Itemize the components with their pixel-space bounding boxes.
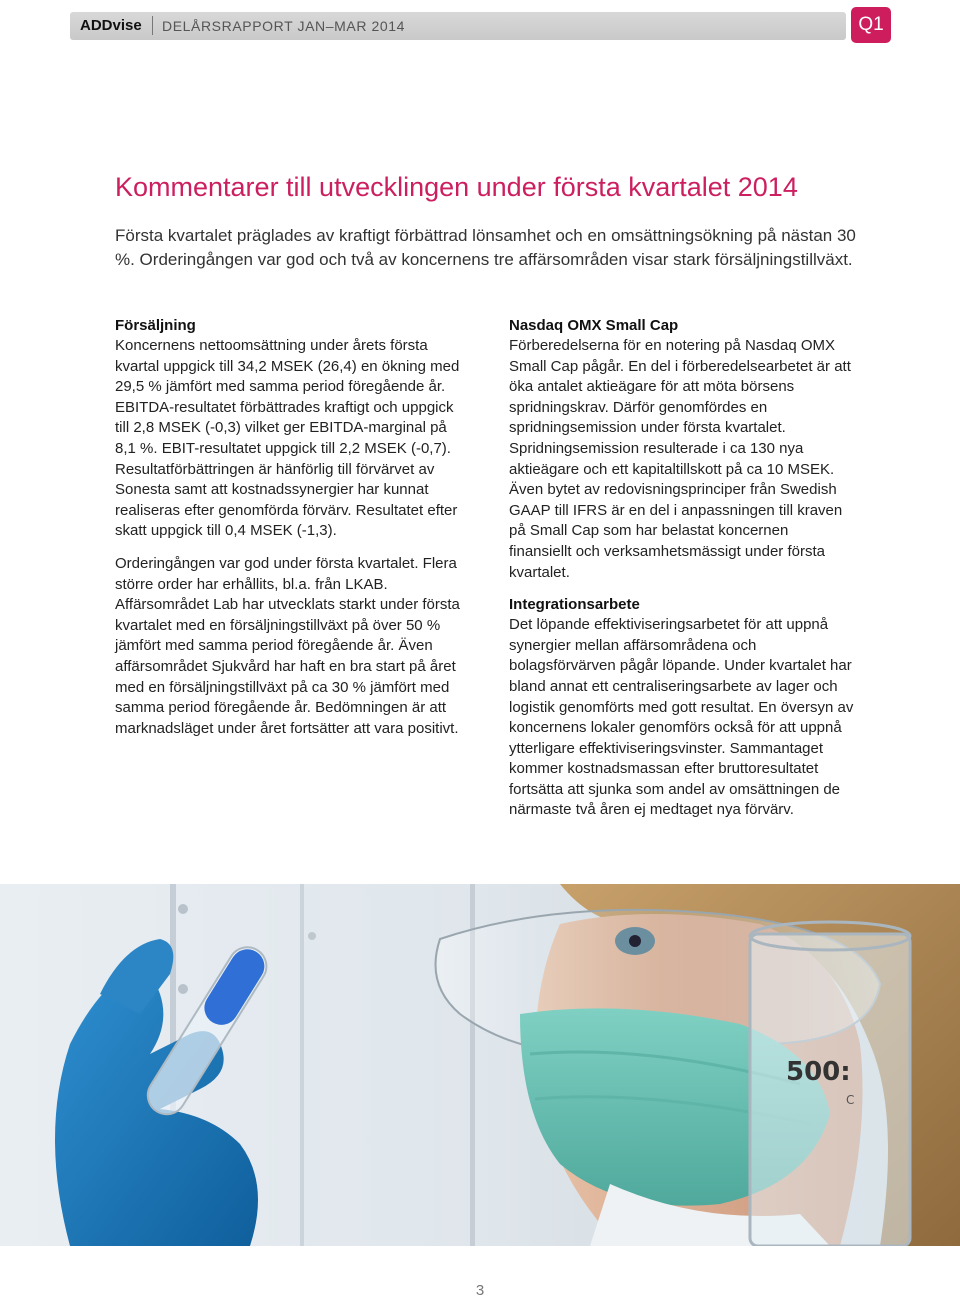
- intro-paragraph: Första kvartalet präglades av kraftigt förbättrad lönsamhet och en omsättningsökning på nästan 30 %. Orderingången var god och två av koncernens tre affärsområden visar stark försäljningstillväxt.: [115, 226, 856, 269]
- nasdaq-heading: Nasdaq OMX Small Cap: [509, 317, 679, 334]
- sales-paragraph: Koncernens nettoomsättning under årets första kvartal uppgick till 34,2 MSEK (26,4) en ökning med 29,5 % jämfört med samma period föregående år. EBITDA-resultatet förbättrades kraftigt och uppgick till 2,8 MSEK (-0,3) vilket ger EBITDA-marginal på 8,1 %. EBIT-resultatet uppgick till 2,2 MSEK (-0,7). Resultatförbättringen är hänförlig till förvärvet av Sonesta samt att kostnadssynergier har kunnat realiseras efter genomförda förvärv. Resultatet efter skatt uppgick till 0,4 MSEK (-1,3).: [115, 337, 460, 540]
- integration-paragraph: Det löpande effektiviseringsarbetet för att uppnå synergier mellan affärsområdena och bolagsförvärven pågår löpande. Under kvartalet har bland annat ett centraliseringsarbete av lager och logistik genomförts med gott resultat. En översyn av koncernens lokaler genomförs också för att uppnå ytterligare effektiviseringsvinster. Sammantaget kommer kostnadsmassan efter bruttoresultatet fortsätta att sjunka som andel av omsättningen de närmaste två åren ej medtaget nya förvärv.: [509, 616, 854, 819]
- report-title: DELÅRSRAPPORT JAN–MAR 2014: [162, 18, 406, 34]
- integration-heading: Integrationsarbete: [509, 596, 640, 614]
- left-column: [115, 316, 460, 739]
- beaker-marking: 500:: [786, 1057, 851, 1087]
- header-divider: [152, 16, 153, 35]
- beaker-small-marking: C: [846, 1093, 855, 1107]
- right-column: [509, 316, 854, 821]
- orders-paragraph: Orderingången var god under första kvartalet. Flera större order har erhållits, bl.a. från LKAB. Affärsområdet Lab har utvecklats starkt under första kvartalet med en försäljningstillväxt på över 50 % jämfört med samma period föregående år. Även affärsområdet Sjukvård har haft en bra start på året med en försäljningstillväxt på ca 30 % jämfört med samma period föregående år. Bedömningen är att marknadsläget under året fortsätter att vara positivt.: [115, 554, 460, 737]
- quarter-badge: Q1: [851, 7, 891, 43]
- lab-photo-illustration: [0, 884, 960, 1246]
- nasdaq-paragraph: Förberedelserna för en notering på Nasdaq OMX Small Cap pågår. En del i förberedelsearbetet är att öka antalet aktieägare för att möta börsens spridningskrav. Därför genomfördes en spridningsemission under första kvartalet. Spridningsemission resulterade i ca 130 nya aktieägare och ett kapitaltillskott på ca 10 MSEK. Även bytet av redovisningsprinciper från Swedish GAAP till IFRS är en del i anpassningen till kraven på Small Cap som har belastat koncernen finansiellt och verksamhetsmässigt under första kvartalet.: [509, 337, 851, 581]
- lab-photo: [0, 884, 960, 1246]
- brand-name: ADDvise: [80, 17, 142, 34]
- header-bar: [70, 12, 846, 40]
- page-title: Kommentarer till utvecklingen under första kvartalet 2014: [115, 172, 798, 202]
- sales-heading: Försäljning: [115, 317, 196, 334]
- page-number: 3: [475, 1282, 485, 1299]
